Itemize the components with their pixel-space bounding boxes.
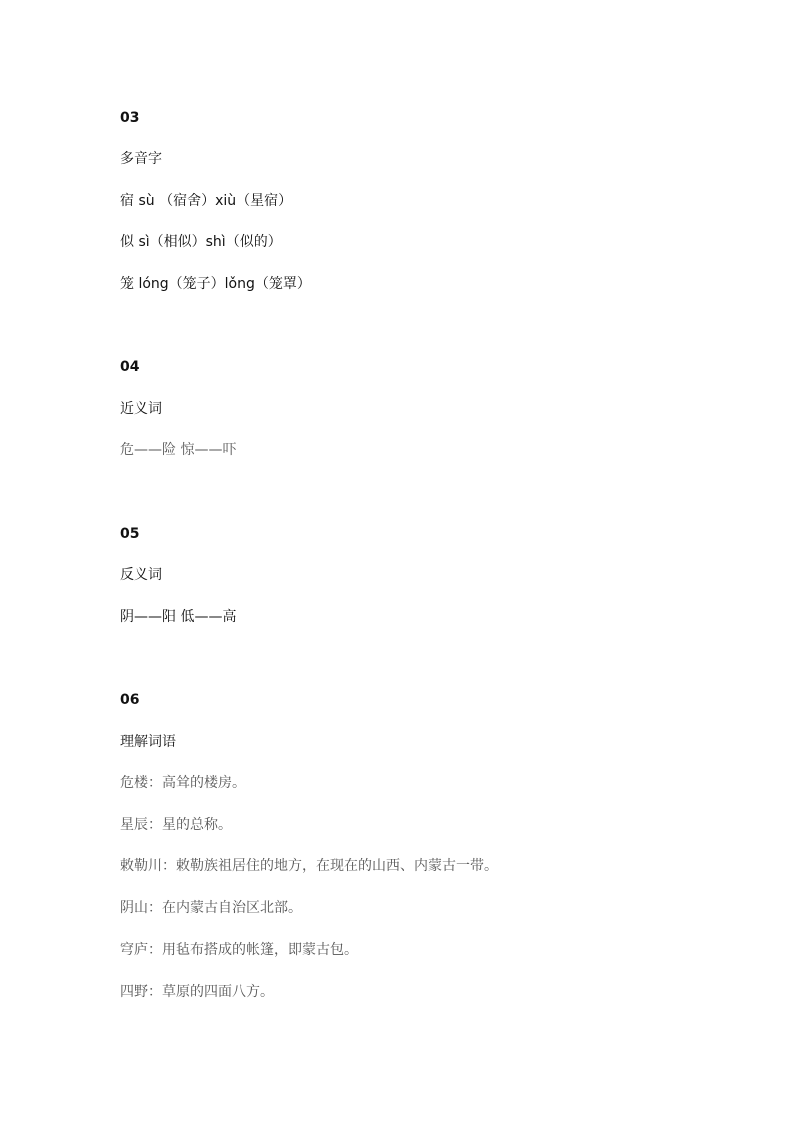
polyphonic-line-2: 似 sì（相似）shì（似的） [120,234,282,250]
vocabulary-line-4: 阴山：在内蒙古自治区北部。 [120,900,302,916]
vocabulary-line-5: 穹庐：用毡布搭成的帐篷，即蒙古包。 [120,942,358,958]
polyphonic-line-1: 宿 sù （宿舍）xiù（星宿） [120,193,293,209]
vocabulary-line-1: 危楼：高耸的楼房。 [120,775,246,791]
vocabulary-line-6: 四野：草原的四面八方。 [120,984,274,1000]
section-number-06: 06 [120,692,140,708]
polyphonic-line-3: 笼 lóng（笼子）lǒng（笼罩） [120,276,311,292]
section-number-05: 05 [120,526,140,542]
synonyms-line-1: 危——险 惊——吓 [120,442,237,458]
section-number-04: 04 [120,359,140,375]
antonyms-line-1: 阴——阳 低——高 [120,609,237,625]
section-heading-synonyms: 近义词 [120,401,162,417]
section-heading-antonyms: 反义词 [120,567,162,583]
section-heading-vocabulary: 理解词语 [120,734,176,750]
section-heading-polyphonic: 多音字 [120,151,162,167]
vocabulary-line-3: 敕勒川：敕勒族祖居住的地方，在现在的山西、内蒙古一带。 [120,858,498,874]
vocabulary-line-2: 星辰：星的总称。 [120,817,232,833]
section-number-03: 03 [120,110,140,126]
